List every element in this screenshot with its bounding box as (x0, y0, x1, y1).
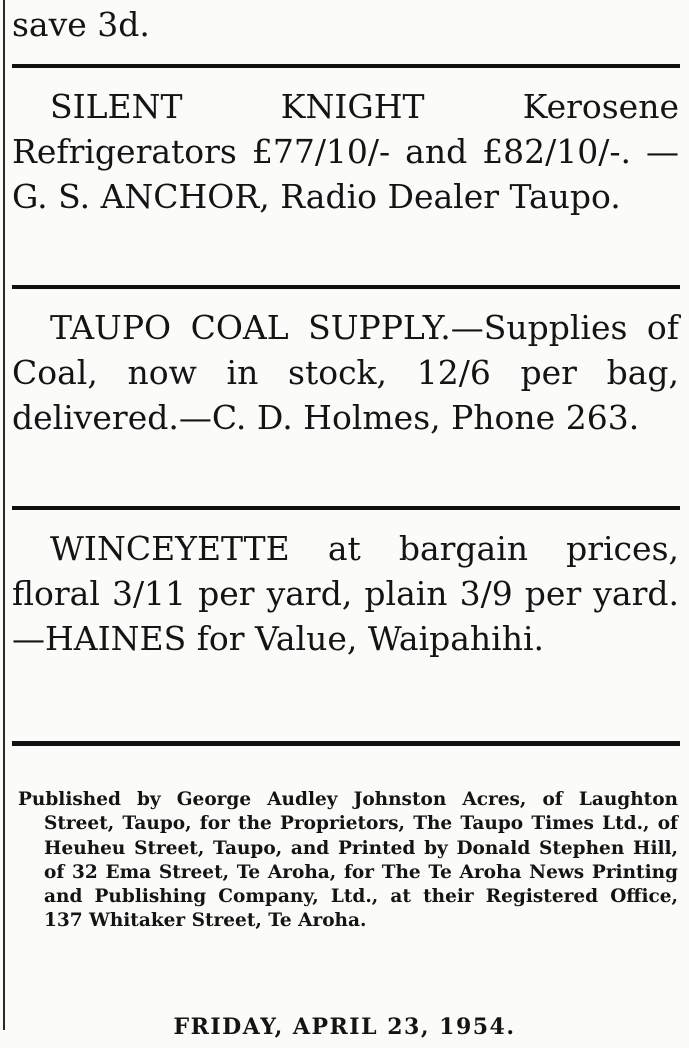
ad-taupo-coal-supply (12, 305, 679, 440)
ad-text: TAUPO COAL SUPPLY.—Supplies of Coal, now in stock, 12/6 per bag, delivered.—C. D. Holmes, Phone 263. (12, 308, 679, 437)
ad-text: SILENT KNIGHT Kerosene Refrigerators £77/10/- and £82/10/-. —G. S. ANCHOR, Radio Dealer Taupo. (12, 87, 679, 216)
ad-winceyette (12, 526, 679, 661)
publisher-imprint (18, 788, 678, 934)
fragment-text: save 3d. (12, 5, 150, 44)
column-left-border (3, 0, 5, 1030)
ad-silent-knight (12, 84, 679, 219)
divider-rule (12, 285, 680, 289)
divider-rule-bold (12, 741, 680, 746)
ad-text: WINCEYETTE at bargain prices, floral 3/11 per yard, plain 3/9 per yard.—HAINES for Value, Waipahihi. (12, 529, 679, 658)
imprint-text: Published by George Audley Johnston Acres, of Laughton Street, Taupo, for the Proprietors, The Taupo Times Ltd., of Heuheu Street, Taupo, and Printed by Donald Stephen Hill, of 32 Ema Street, Te Aroha, for The Te Aroha News Printing and Publishing Company, Ltd., at their Registered Office, 137 Whitaker Street, Te Aroha. (18, 789, 678, 932)
issue-date: FRIDAY, APRIL 23, 1954. (173, 1014, 516, 1040)
previous-ad-fragment (12, 2, 679, 47)
divider-rule (12, 64, 680, 68)
divider-rule (12, 506, 680, 510)
